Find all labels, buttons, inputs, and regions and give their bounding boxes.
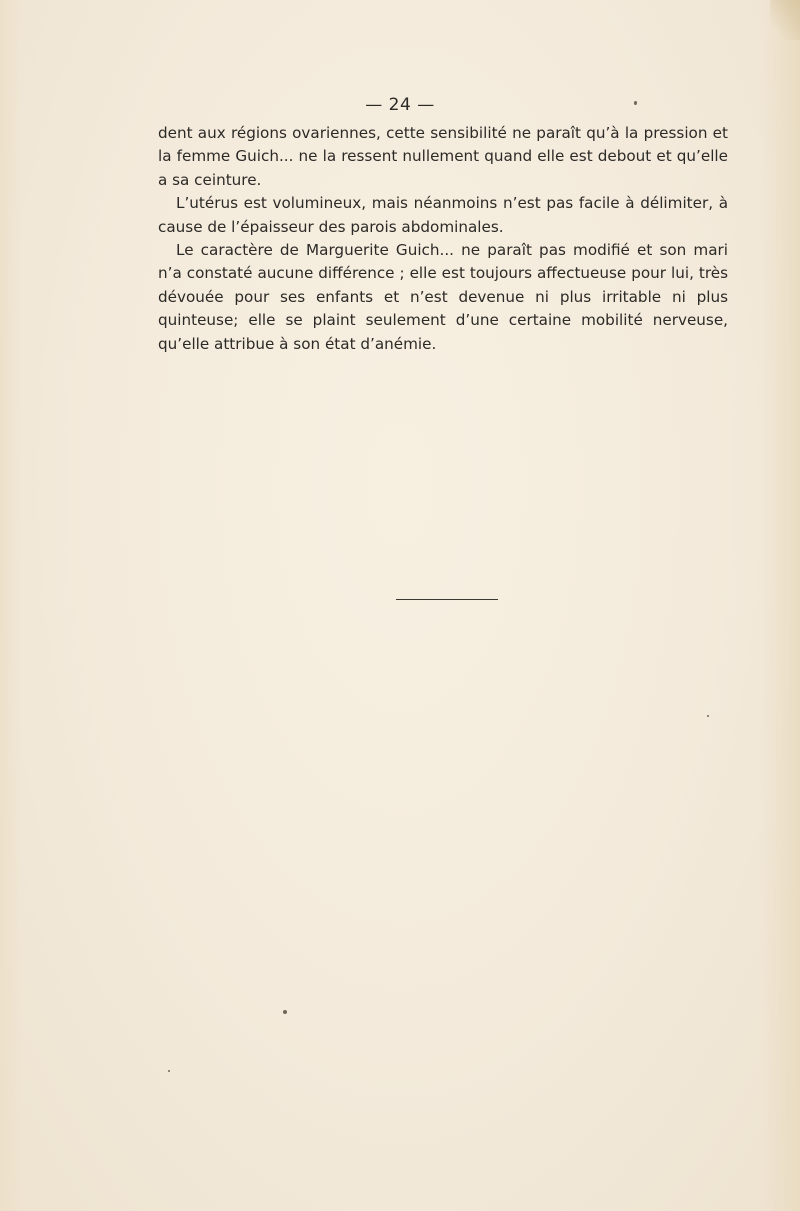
paragraph-1: dent aux régions ovariennes, cette sensibilité ne paraît qu’à la pression et la femme Guich... ne la ressent nullement quand elle est debout et qu’elle a sa ceinture.: [158, 124, 728, 189]
page-edge-shadow-right: [760, 0, 800, 1211]
body-text: [158, 122, 728, 356]
section-separator-rule: [396, 599, 498, 600]
paragraph-2: L’utérus est volumineux, mais néanmoins n’est pas facile à délimiter, à cause de l’épaisseur des parois abdominales.: [158, 194, 728, 236]
page-edge-shadow-left: [0, 0, 22, 1211]
paper-speck: [707, 715, 709, 717]
paper-speck: [168, 1070, 170, 1072]
paper-speck: [634, 101, 637, 105]
paragraph-3: Le caractère de Marguerite Guich... ne paraît pas modifié et son mari n’a constaté aucune différence ; elle est toujours affectueuse pour lui, très dévouée pour ses enfants et n’est devenue ni plus irritable ni plus quinteuse; elle se plaint seulement d’une certaine mobilité nerveuse, qu’elle attribue à son état d’anémie.: [158, 241, 728, 353]
page-corner-stain: [770, 0, 800, 40]
paper-speck: [283, 1010, 287, 1014]
page-number: — 24 —: [365, 95, 435, 115]
